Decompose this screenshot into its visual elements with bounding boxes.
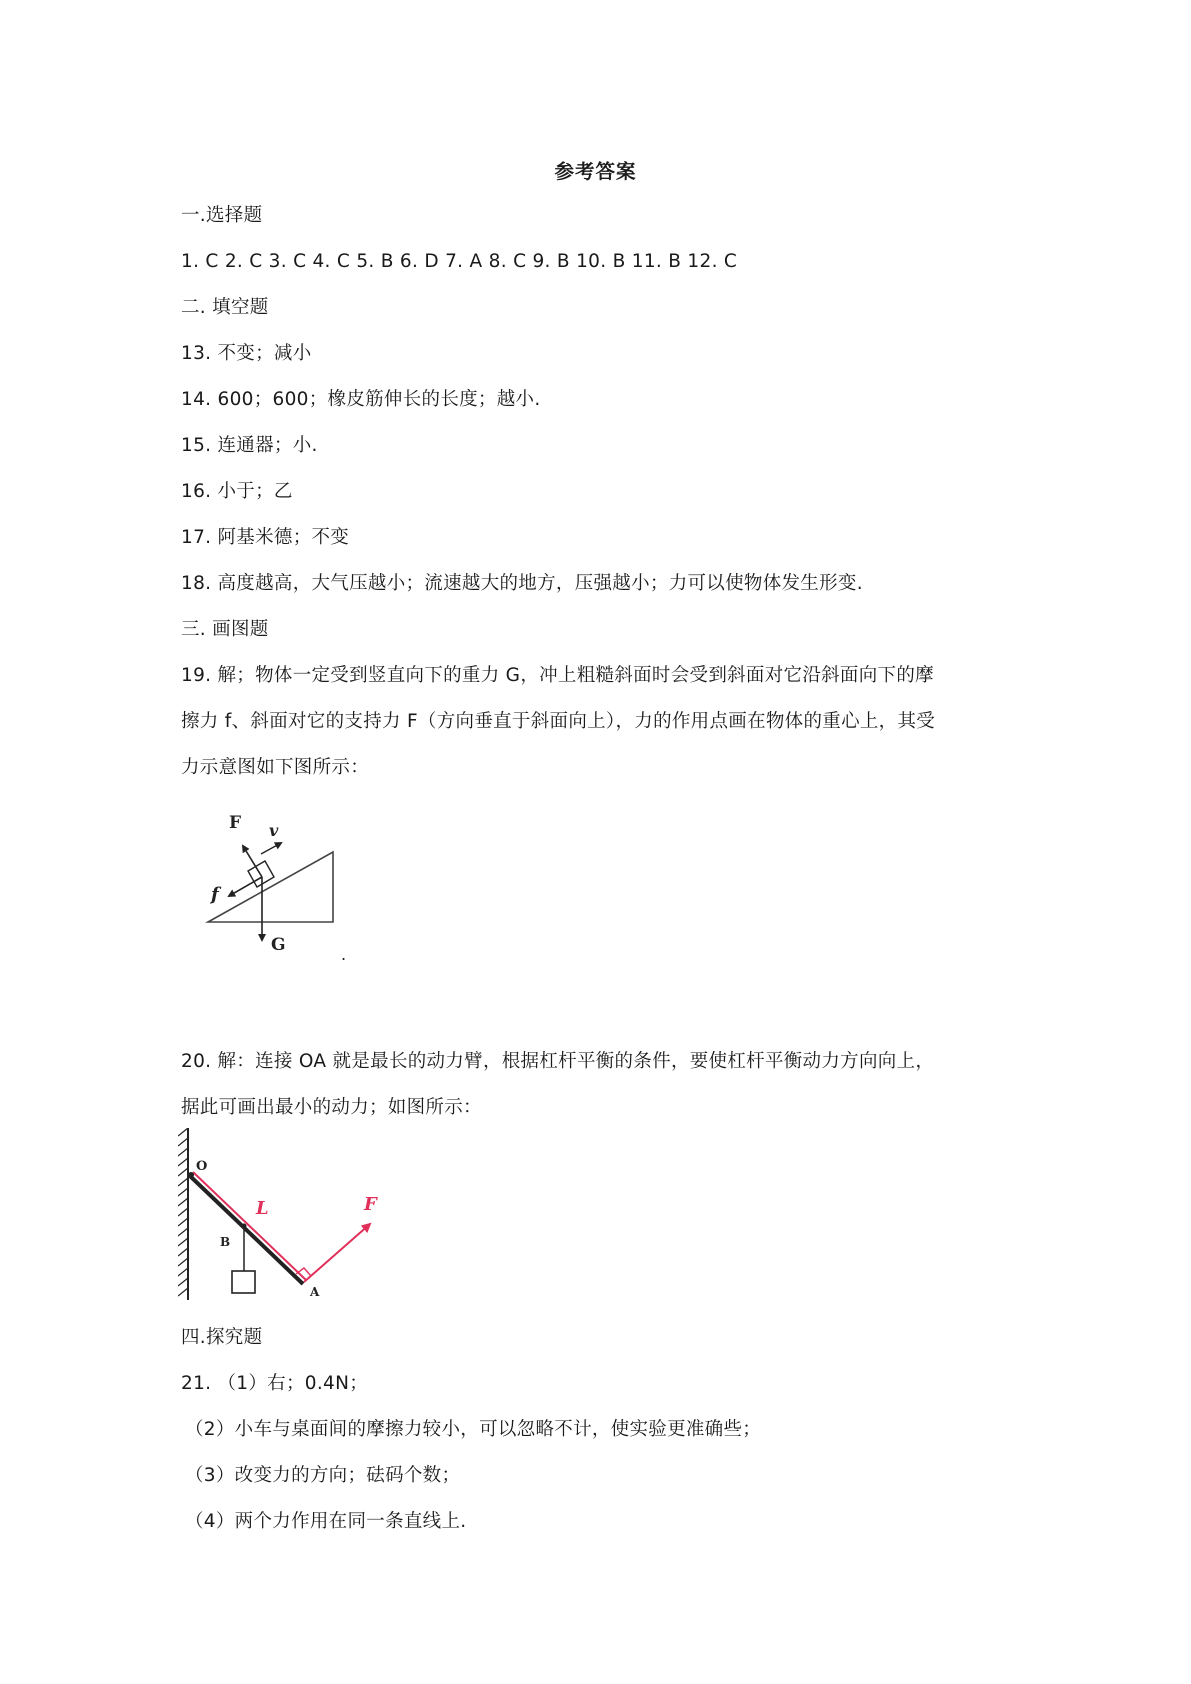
answer-21-part-4: （4）两个力作用在同一条直线上. — [185, 1511, 467, 1532]
answer-21-part-3: （3）改变力的方向；砝码个数； — [185, 1465, 461, 1486]
answer-21-part-1: 21. （1）右；0.4N； — [181, 1373, 369, 1394]
answer-18: 18. 高度越高，大气压越小；流速越大的地方，压强越小；力可以使物体发生形变. — [181, 573, 863, 594]
incline-triangle — [208, 852, 333, 922]
label-f: f — [211, 884, 219, 905]
answer-20-line-2: 据此可画出最小的动力；如图所示： — [181, 1097, 482, 1118]
choice-answers: 1. C 2. C 3. C 4. C 5. B 6. D 7. A 8. C 9. B 10. B 11. B 12. C — [181, 251, 738, 272]
lever-arm-L — [193, 1172, 306, 1280]
velocity-arrow — [261, 843, 281, 854]
pivot-O — [188, 1172, 194, 1178]
answer-19-line-3: 力示意图如下图所示： — [181, 757, 370, 778]
label-A: A — [310, 1285, 320, 1299]
section-heading-inquiry: 四.探究题 — [181, 1327, 263, 1348]
answer-16: 16. 小于；乙 — [181, 481, 293, 502]
answer-14: 14. 600；600；橡皮筋伸长的长度；越小. — [181, 389, 541, 410]
section-heading-choice: 一.选择题 — [181, 205, 263, 226]
lever-bar — [190, 1176, 303, 1284]
label-L: L — [256, 1198, 269, 1219]
label-B: B — [220, 1235, 231, 1249]
answer-19-line-1: 19. 解；物体一定受到竖直向下的重力 G，冲上粗糙斜面时会受到斜面对它沿斜面向下的摩 — [181, 665, 934, 686]
right-angle-mark — [296, 1268, 311, 1276]
incline-force-diagram — [195, 800, 365, 970]
page-title: 参考答案 — [554, 160, 637, 183]
label-O: O — [196, 1159, 208, 1174]
wall-hatching — [178, 1128, 188, 1296]
answer-13: 13. 不变；减小 — [181, 343, 312, 364]
label-v: v — [269, 821, 279, 840]
force-F-arrow — [304, 1224, 370, 1282]
lever-force-diagram — [178, 1128, 378, 1308]
hanging-weight — [232, 1271, 255, 1293]
label-F: F — [229, 813, 242, 833]
answer-21-part-2: （2）小车与桌面间的摩擦力较小，可以忽略不计，使实验更准确些； — [185, 1419, 762, 1440]
answer-19-line-2: 擦力 f、斜面对它的支持力 F（方向垂直于斜面向上），力的作用点画在物体的重心上，其受 — [181, 711, 936, 732]
figure-end-dot: . — [341, 945, 347, 964]
label-F: F — [364, 1194, 377, 1215]
answer-17: 17. 阿基米德；不变 — [181, 527, 350, 548]
section-heading-fill: 二. 填空题 — [181, 297, 269, 318]
label-G: G — [271, 935, 286, 955]
section-heading-drawing: 三. 画图题 — [181, 619, 269, 640]
answer-15: 15. 连通器；小. — [181, 435, 318, 456]
answer-20-line-1: 20. 解：连接 OA 就是最长的动力臂，根据杠杆平衡的条件，要使杠杆平衡动力方向向上， — [181, 1051, 935, 1072]
